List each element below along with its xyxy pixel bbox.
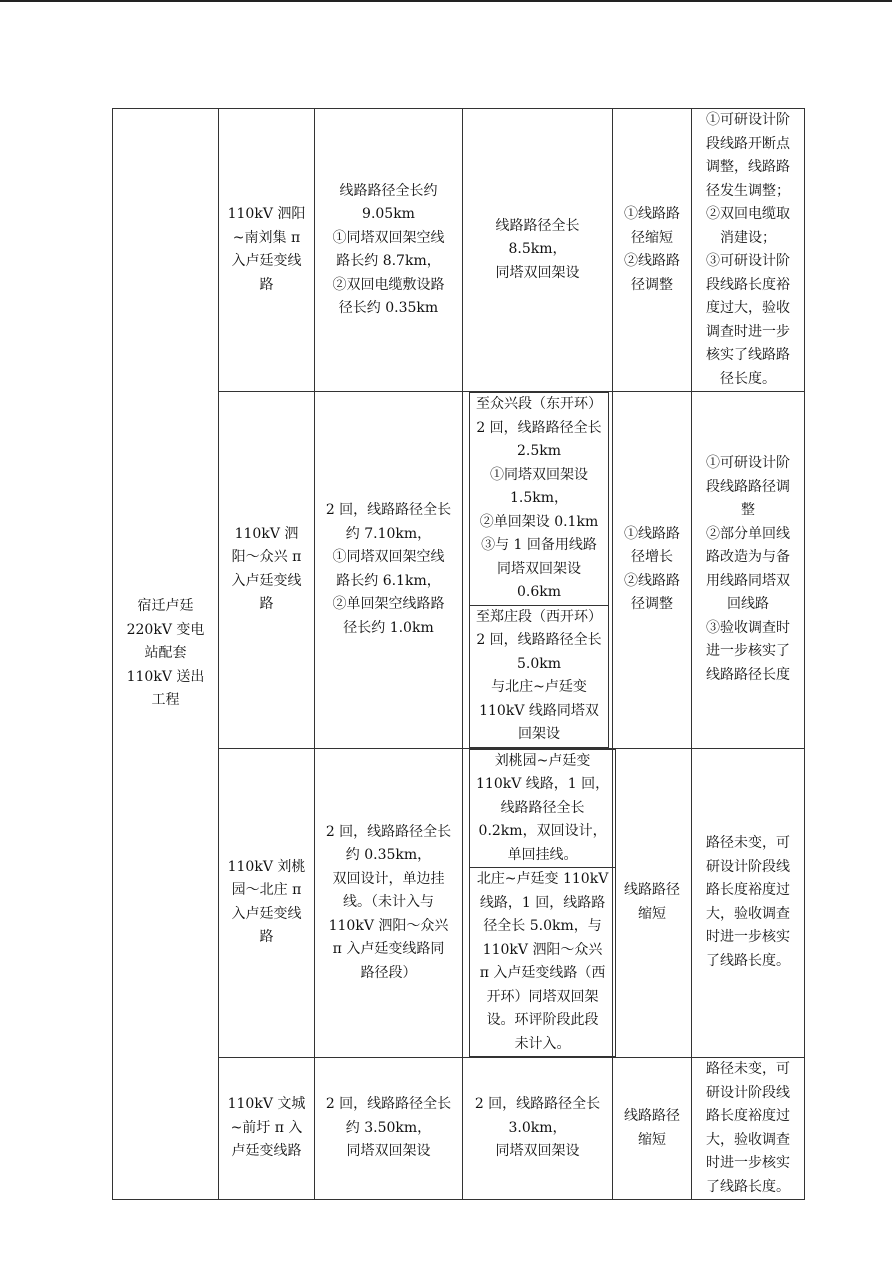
text-line: 径缩短 bbox=[631, 229, 673, 246]
text-line: 缩短 bbox=[638, 1131, 666, 1148]
text-line: 8.5km， bbox=[508, 241, 567, 258]
change-cell bbox=[613, 1058, 692, 1200]
text-line: 2.5km bbox=[516, 443, 562, 459]
text-line: π 入卢廷变线路同 bbox=[332, 941, 445, 957]
text-line: 110kV 泗阳～众兴 bbox=[482, 941, 603, 958]
text-line: ②线路路 bbox=[624, 253, 680, 269]
text-line: 双回设计，单边挂 bbox=[332, 870, 445, 887]
text-line: ②双回电缆取 bbox=[706, 206, 790, 222]
text-line: 2 回，线路路径全长 bbox=[325, 1096, 452, 1113]
text-line: 0.2km，双回设计， bbox=[478, 823, 607, 839]
text-line: ①同塔双回架空线 bbox=[332, 549, 445, 566]
text-line: ②线路路 bbox=[624, 572, 680, 589]
actual-section-a bbox=[470, 749, 616, 868]
text-line: 110kV 文城 bbox=[227, 1096, 306, 1113]
text-line: 径全长 5.0km，与 bbox=[483, 918, 602, 934]
text-line: 径增长 bbox=[631, 549, 673, 566]
eia-cell bbox=[315, 1058, 463, 1200]
text-line: 110kV 刘桃 bbox=[227, 858, 306, 875]
text-line: 2 回，线路路径全长 bbox=[325, 823, 452, 840]
reason-cell bbox=[692, 109, 805, 392]
text-line: 研设计阶段线 bbox=[706, 858, 790, 875]
text-line: ③与 1 回备用线路 bbox=[481, 537, 597, 553]
text-line: 2 回，线路路径全长 bbox=[476, 632, 602, 648]
text-line: ~南刘集 π bbox=[232, 229, 301, 246]
text-line: 开环）同塔双回架 bbox=[486, 988, 599, 1005]
text-line: 刘桃园~卢廷变 bbox=[494, 752, 591, 769]
text-line: 入卢廷变线 bbox=[231, 253, 302, 269]
text-line: ②单回架空线路路 bbox=[332, 596, 445, 613]
text-line: 设。环评阶段此段 bbox=[486, 1012, 599, 1028]
reason-cell bbox=[692, 748, 805, 1058]
page-top-rule bbox=[0, 0, 892, 2]
text-line: 同塔双回架设 bbox=[346, 1143, 431, 1160]
text-line: 度过大，验收 bbox=[706, 300, 790, 316]
text-line: 110kV 送出 bbox=[126, 668, 205, 685]
text-line: 入卢廷变线 bbox=[231, 905, 302, 922]
text-line: 线路路径 bbox=[624, 882, 680, 899]
text-line: 约 3.50km， bbox=[345, 1119, 432, 1136]
text-line: 线路路径全长约 bbox=[339, 182, 438, 199]
text-line: 段线路路径调 bbox=[706, 478, 790, 495]
text-line: 同塔双回架设 bbox=[497, 560, 581, 577]
text-line: 段线路开断点 bbox=[706, 135, 790, 152]
actual-subtable bbox=[469, 749, 616, 1058]
text-line: 线路路径长度 bbox=[706, 666, 790, 683]
text-line: 调查时进一步 bbox=[706, 323, 790, 340]
text-line: 220kV 变电 bbox=[126, 621, 205, 638]
text-line: 路改造为与备 bbox=[706, 549, 790, 566]
text-line: 了线路长度。 bbox=[706, 1178, 790, 1195]
line-name-cell bbox=[219, 392, 315, 749]
text-line: 宿迁卢廷 bbox=[137, 598, 194, 615]
eia-cell bbox=[315, 109, 463, 392]
text-line: ①同塔双回架空线 bbox=[332, 229, 445, 246]
table-row bbox=[113, 109, 805, 392]
eia-cell bbox=[315, 748, 463, 1058]
text-line: 径发生调整； bbox=[706, 182, 790, 199]
text-line: 110kV 泗阳～众兴 bbox=[328, 917, 449, 934]
text-line: 入卢廷变线 bbox=[231, 572, 302, 589]
text-line: 卢廷变线路 bbox=[231, 1143, 302, 1160]
text-line: 9.05km bbox=[362, 206, 415, 222]
text-line: 消建设； bbox=[720, 229, 776, 246]
text-line: 路径未变，可 bbox=[706, 835, 790, 852]
text-line: ①线路路 bbox=[624, 525, 680, 542]
text-line: 北庄~卢廷变 110kV bbox=[476, 871, 609, 887]
text-line: ②部分单回线 bbox=[706, 525, 790, 542]
text-line: 至郑庄段（西开环） bbox=[476, 608, 602, 625]
actual-cell bbox=[463, 1058, 613, 1200]
text-line: 整 bbox=[741, 502, 755, 519]
reason-cell bbox=[692, 1058, 805, 1200]
text-line: 线路路径全长 bbox=[500, 799, 585, 816]
text-line: 2 回，线路路径全长 bbox=[474, 1096, 601, 1113]
text-line: 约 7.10km， bbox=[345, 525, 432, 542]
actual-west-section bbox=[470, 605, 609, 747]
text-line: 径长度。 bbox=[720, 370, 776, 387]
text-line: 路径未变，可 bbox=[706, 1061, 790, 1077]
change-cell bbox=[613, 392, 692, 749]
text-line: 园～北庄 π bbox=[231, 882, 302, 899]
text-line: 路 bbox=[259, 276, 274, 293]
text-line: 2 回，线路路径全长 bbox=[325, 502, 452, 519]
text-line: 路长约 8.7km， bbox=[336, 253, 441, 269]
text-line: 段线路长度裕 bbox=[706, 276, 790, 293]
actual-subtable bbox=[469, 392, 609, 748]
text-line: 调整，线路路 bbox=[706, 159, 790, 175]
text-line: 用线路同塔双 bbox=[706, 572, 790, 589]
text-line: 5.0km bbox=[516, 655, 562, 672]
text-line: 线路路径全长 bbox=[495, 217, 580, 234]
text-line: 2 回，线路路径全长 bbox=[476, 419, 602, 436]
text-line: 110kV 泗阳 bbox=[227, 206, 306, 222]
text-line: ①同塔双回架设 bbox=[490, 466, 588, 483]
text-line: 了线路长度。 bbox=[706, 952, 790, 969]
text-line: ①可研设计阶 bbox=[706, 112, 790, 128]
change-cell bbox=[613, 748, 692, 1058]
actual-section-b bbox=[470, 868, 616, 1057]
change-cell bbox=[613, 109, 692, 392]
text-line: 路长约 6.1km， bbox=[336, 572, 441, 589]
text-line: 研设计阶段线 bbox=[706, 1084, 790, 1101]
text-line: 缩短 bbox=[638, 905, 666, 922]
text-line: 未计入。 bbox=[514, 1035, 571, 1052]
line-name-cell bbox=[219, 109, 315, 392]
text-line: 路长度裕度过 bbox=[706, 1108, 790, 1124]
text-line: π 入卢廷变线路（西 bbox=[479, 965, 606, 981]
text-line: 径长约 0.35km bbox=[338, 300, 439, 316]
text-line: 同塔双回架设 bbox=[495, 264, 580, 281]
text-line: ③验收调查时 bbox=[706, 619, 790, 636]
text-line: ①线路路 bbox=[624, 206, 680, 222]
text-line: 线路路径 bbox=[624, 1108, 680, 1124]
text-line: 0.6km bbox=[516, 584, 562, 600]
text-line: 与北庄~卢廷变 bbox=[491, 679, 587, 695]
text-line: 径调整 bbox=[631, 596, 673, 613]
actual-east-section bbox=[470, 393, 609, 606]
text-line: 1.5km， bbox=[509, 490, 569, 506]
actual-cell bbox=[463, 748, 613, 1058]
text-line: 核实了线路路 bbox=[706, 347, 790, 363]
text-line: ②单回架设 0.1km bbox=[479, 513, 599, 530]
text-line: 大，验收调查 bbox=[706, 905, 790, 922]
text-line: 线路，1 回，线路路 bbox=[479, 894, 606, 911]
project-name-cell bbox=[113, 109, 219, 1200]
text-line: 110kV 线路，1 回， bbox=[476, 776, 610, 792]
text-line: 同塔双回架设 bbox=[495, 1143, 580, 1160]
text-line: 工程 bbox=[151, 692, 180, 709]
text-line: 回架设 bbox=[518, 726, 560, 742]
text-line: 路长度裕度过 bbox=[706, 882, 790, 899]
text-line: 站配套 bbox=[144, 645, 187, 662]
eia-cell bbox=[315, 392, 463, 749]
actual-cell bbox=[463, 109, 613, 392]
text-line: 径长约 1.0km bbox=[343, 619, 434, 636]
text-line: 路径段） bbox=[360, 964, 417, 981]
text-line: 110kV 线路同塔双 bbox=[479, 702, 599, 719]
text-line: 时进一步核实 bbox=[706, 929, 790, 946]
text-line: 约 0.35km， bbox=[345, 847, 432, 863]
text-line: 至众兴段（东开环） bbox=[476, 396, 602, 412]
text-line: 线。（未计入与 bbox=[343, 894, 434, 910]
text-line: 径调整 bbox=[631, 276, 673, 293]
text-line: ③可研设计阶 bbox=[706, 253, 790, 269]
text-line: ②双回电缆敷设路 bbox=[332, 276, 445, 293]
line-name-cell bbox=[219, 748, 315, 1058]
project-change-table bbox=[112, 108, 805, 1200]
actual-cell bbox=[463, 392, 613, 749]
text-line: 单回挂线。 bbox=[507, 846, 578, 863]
text-line: 大，验收调查 bbox=[706, 1131, 790, 1148]
text-line: ①可研设计阶 bbox=[706, 455, 790, 472]
text-line: 回线路 bbox=[727, 596, 769, 613]
text-line: ~前圩 π 入 bbox=[230, 1119, 303, 1136]
text-line: 路 bbox=[259, 929, 274, 946]
text-line: 时进一步核实 bbox=[706, 1155, 790, 1171]
text-line: 3.0km， bbox=[508, 1119, 567, 1136]
text-line: 进一步核实了 bbox=[706, 643, 790, 660]
text-line: 阳～众兴 π bbox=[231, 549, 302, 566]
line-name-cell bbox=[219, 1058, 315, 1200]
text-line: 路 bbox=[259, 596, 274, 613]
reason-cell bbox=[692, 392, 805, 749]
text-line: 110kV 泗 bbox=[234, 525, 299, 542]
